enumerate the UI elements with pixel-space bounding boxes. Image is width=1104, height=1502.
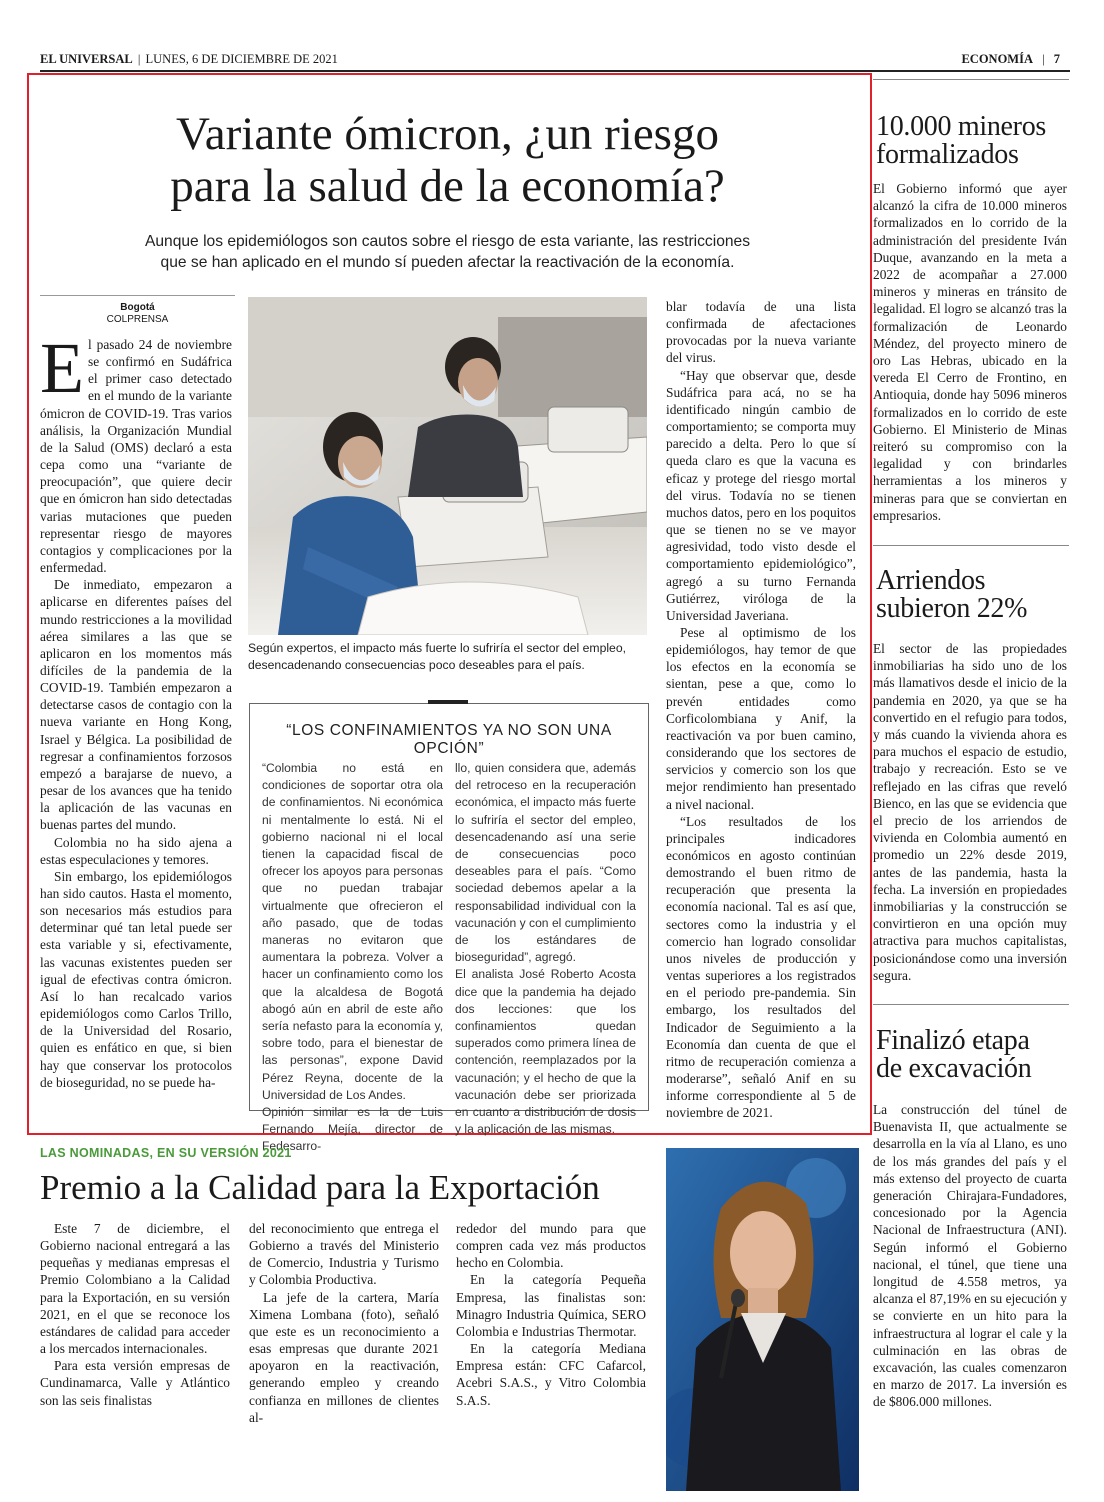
- dateline-rule: [40, 295, 235, 296]
- headline-line-2: para la salud de la economía?: [170, 160, 725, 212]
- sidebar-3-title-line-1: Finalizó etapa: [876, 1025, 1030, 1056]
- bottom-col1-paragraph-1: Este 7 de diciembre, el Gobierno nacional entregará a las pequeñas y medianas empresas el Premio Colombiano a la Calidad para la Exportación, en su versión 2021, en el que se reconoce los estándares de calidad para acceder a los mercados internacionales.: [40, 1221, 230, 1357]
- bottom-column-2: [249, 1220, 439, 1426]
- sidebar-2-title-line-2: subieron 22%: [876, 593, 1028, 624]
- main-headline: [40, 108, 855, 212]
- sidebar-1-title-line-1: 10.000 mineros: [876, 111, 1047, 142]
- box-top-bar: [428, 700, 468, 704]
- col3-paragraph-1: blar todavía de una lista confirmada de afectaciones provocadas por la nueva variante del virus.: [666, 299, 856, 366]
- newspaper-name: EL UNIVERSAL: [40, 52, 133, 66]
- bottom-kicker: LAS NOMINADAS, EN SU VERSIÓN 2021: [40, 1146, 292, 1160]
- photo-caption: [248, 640, 648, 673]
- bottom-col1-paragraph-2: Para esta versión empresas de Cundinamarca, Valle y Atlántico son las seis finalistas: [40, 1358, 230, 1408]
- sidebar-2-title: [876, 567, 1071, 623]
- box-col-a-text: “Colombia no está en condiciones de soportar otra ola de confinamientos. Ni económica ni mentalmente lo está. Ni el gobierno nacional ni el local tienen la capacidad fiscal de ofrecer los apoyos para personas que no puedan trabajar virtualmente que ofrecieron el año pasado, que de todas maneras no evitaron que aumentara la pobreza. Volver a hacer un confinamiento como los que la alcaldesa de Bogotá abogó aún en abril de este año sería nefasto para la economía y, sobre todo, para el bienestar de las personas”, expone David Pérez Reyna, docente de la Universidad de Los Andes.: [262, 761, 443, 1102]
- paragraph-1-text: l pasado 24 de noviembre se confirmó en Sudáfrica el primer caso detectado en el mundo de la variante ómicron de COVID-19. Tras varios análisis, la Organización Mundial de la Salud (OMS) declaró a esta cepa como una “variante de preocupación”, que quiere decir que en ómicron han sido detectadas varias mutaciones que pueden representar riesgo de mayores contagios y complicaciones por la enfermedad.: [40, 337, 232, 576]
- dateline-agency: COLPRENSA: [106, 314, 169, 325]
- sidebar-3-title-line-2: de excavación: [876, 1053, 1032, 1084]
- sidebar-1-title-line-2: formalizados: [876, 139, 1019, 170]
- sidebar-2-text: El sector de las propiedades inmobiliarias ha sido uno de los más llamativos desde el inicio de la pandemia en 2020, ya que se ha convertido en el refugio para todos, y más cuando la vivienda ahora es para muchos el espacio de estudio, trabajo y recreación. Esto se ve reflejado en las cifras que reveló Bienco, en las que se evidencia que el precio de los arriendos de vivienda en Colombia aumentó en promedio un 22% desde 2019, antes de las pandemia, hasta la fecha. La inversión en propiedades inmobiliarias y la construcción se convirtieron en una opción muy atractiva para muchos capitalistas, posicionándose como una inversión segura.: [873, 641, 1067, 983]
- bottom-col3-paragraph-3: En la categoría Mediana Empresa están: CFC Cafarcol, Acebri S.A.S., y Vitro Colombia S.A.S.: [456, 1341, 646, 1408]
- dropcap: E: [40, 328, 84, 408]
- sidebar-1-text: El Gobierno informó que ayer alcanzó la cifra de 10.000 mineros formalizados en lo corrido de la administración del presidente Iván Duque, avanzando en la meta a 2022 de acompañar a 27.000 mineros y mineras en tránsito de legalidad. El logro se alcanzó tras la formalización de Leonardo Méndez, del proyecto minero de oro Las Hebras, ubicado en la vereda El Cerro de Frontino, en Antioquia, donde hay 5096 mineros formalizados en lo corrido de este Gobierno. El Ministerio de Minas reiteró su compromiso con la legalidad y con brindarles herramientas a los mineros y mineras para que se conviertan en empresarios.: [873, 181, 1067, 523]
- bottom-column-3: [456, 1220, 646, 1409]
- section-name: ECONOMÍA: [961, 52, 1033, 66]
- box-column-a: [262, 760, 443, 1156]
- section-label-group: [961, 52, 1060, 67]
- sidebar-rule-3: [873, 1004, 1069, 1005]
- col3-paragraph-2: “Hay que observar que, desde Sudáfrica para acá, no se ha identificado ningún cambio de comportamiento; se comporta muy parecido a delta. Pero lo que sí queda claro es que la vacuna es eficaz y protege del riesgo mortal del virus. Todavía no se tienen muchos datos, pero en los poquitos que se tienen no se ve mayor agresividad, todo visto desde el comportamiento epidemiológico”, agregó a su turno Fernanda Gutiérrez, viróloga de la Universidad Javeriana.: [666, 367, 856, 623]
- sidebar-3-text: La construcción del túnel de Buenavista II, que actualmente se desarrolla en la vía al Llano, es uno de los más grandes del país y el más extenso del proyecto de cuarta generación Chirajara-Fundadores, concesionado por la Agencia Nacional de Infraestructura (ANI). Según informó el Gobierno nacional, el túnel, que tiene una longitud de 4.558 metros, ya alcanza el 87,19% en su ejecución y se convierte en un hito para la infraestructura al lograr el cale y la culminación en las obras de excavación, las cuales comenzaron en marzo de 2017. La inversión es de $806.000 millones.: [873, 1102, 1067, 1410]
- paragraph-3: Colombia no ha sido ajena a estas especulaciones y temores.: [40, 834, 232, 867]
- header-separator: |: [137, 52, 141, 66]
- box-col-b-text: llo, quien considera que, además del retroceso en la recuperación económica, el impacto más fuerte lo sufriría el sector del empleo, desencadenando así una serie de consecuencias poco deseables para el país. “Como sociedad debemos apelar a la responsabilidad individual con la vacunación y con el cumplimiento de los estándares de bioseguridad”, agregó.: [455, 761, 636, 965]
- paragraph-4: Sin embargo, los epidemiólogos han sido cautos. Hasta el momento, son necesarios más estudios para determinar qué tan letal puede ser esta variable y si, efectivamente, las vacunas existentes pueden ser igual de efectivas contra ómicron. Así lo han recalcado varios epidemiólogos como Carlos Trillo, de la Universidad del Rosario, quien es enfático en que, si bien hay que conservar los protocolos de bioseguridad, no se puede ha-: [40, 868, 232, 1090]
- confinement-box: [249, 703, 649, 1154]
- page-header: [40, 52, 1070, 72]
- article-column-3: [666, 298, 856, 1122]
- paragraph-1: [40, 328, 232, 576]
- photo-caption-line-2: desencadenando consecuencias poco deseables para el país.: [248, 657, 585, 672]
- page-number: 7: [1053, 52, 1060, 66]
- box-column-b: [455, 760, 636, 1138]
- article-photo: [248, 297, 647, 635]
- box-col-a-text-2: Opinión similar es la de Luis Fernando Mejía, director de Fedesarro-: [262, 1105, 443, 1154]
- box-col-b-text-2: El analista José Roberto Acosta dice que la pandemia ha dejado dos lecciones: que los confinamientos quedan superados como primera línea de contención, reemplazados por la vacunación; y el hecho de que la vacunación debe ser priorizada en cuanto a distribución de dosis y la aplicación de las mismas.: [455, 967, 636, 1137]
- sidebar-1-title: [876, 113, 1071, 169]
- sidebar-3-title: [876, 1027, 1071, 1083]
- header-separator-2: |: [1042, 52, 1045, 66]
- minister-photo: [666, 1148, 859, 1491]
- main-subtitle: [40, 231, 855, 273]
- subtitle-line-2: que se han aplicado en el mundo sí pueden afectar la reactivación de la economía.: [160, 254, 735, 271]
- header-date: LUNES, 6 DE DICIEMBRE DE 2021: [145, 52, 338, 66]
- bottom-col3-paragraph-1: rededor del mundo para que compren cada vez más productos hecho en Colombia.: [456, 1221, 646, 1271]
- dateline: [40, 302, 235, 326]
- subtitle-line-1: Aunque los epidemiólogos son cautos sobre el riesgo de esta variante, las restricciones: [144, 233, 751, 250]
- bottom-column-1: [40, 1220, 230, 1409]
- bottom-col2-paragraph-1: del reconocimiento que entrega el Gobierno a través del Ministerio de Comercio, Industria y Turismo y Colombia Productiva.: [249, 1221, 439, 1288]
- box-title: “LOS CONFINAMIENTOS YA NO SON UNA OPCIÓN”: [286, 722, 612, 757]
- article-column-1: [40, 328, 232, 1091]
- sidebar-top-rule: [873, 79, 1069, 80]
- headline-line-1: Variante ómicron, ¿un riesgo: [176, 108, 719, 160]
- minister-portrait-image: [666, 1148, 859, 1491]
- sidebar-2-title-line-1: Arriendos: [876, 565, 986, 596]
- bottom-headline: Premio a la Calidad para la Exportación: [40, 1168, 600, 1207]
- bottom-col2-paragraph-2: La jefe de la cartera, María Ximena Lombana (foto), señaló que este es un reconocimiento a esas empresas que durante 2021 apoyaron en la reactivación, generando empleo y creando confianza en millones de clientes al-: [249, 1289, 439, 1425]
- col3-paragraph-3: Pese al optimismo de los epidemiólogos, hay temor de que los efectos en la economía se sientan, pese a que, como lo prevén entidades como Corficolombiana y Anif, la reactivación va por buen camino, considerando que los sectores de servicios y comercio son los que mejor rendimiento han presentado a nivel nacional.: [666, 624, 856, 812]
- paragraph-2: De inmediato, empezaron a aplicarse en diferentes países del mundo restricciones a la movilidad aérea similares a las que se aplicaron en los momentos más difíciles de la pandemia de la COVID-19. También empezaron a detectarse casos de contagio con la nueva variante en Hong Kong, Israel y Bélgica. La posibilidad de regresar a confinamientos forzosos empezó a barajarse de nuevo, a pesar de los avances que ha tenido la aplicación de las vacunas en buenas partes del mundo.: [40, 577, 232, 833]
- sidebar-rule-2: [873, 545, 1069, 546]
- workers-sewing-photo: [248, 297, 647, 635]
- photo-caption-line-1: Según expertos, el impacto más fuerte lo sufriría el sector del empleo,: [248, 641, 626, 655]
- bottom-col3-paragraph-2: En la categoría Pequeña Empresa, las finalistas son: Minagro Industria Química, SERO Colombia e Industrias Thermotar.: [456, 1272, 646, 1339]
- dateline-city: Bogotá: [120, 302, 155, 313]
- col3-paragraph-4: “Los resultados de los principales indicadores económicos en agosto continúan demostrando el buen ritmo de recuperación que presenta la economía nacional. Tal es así que, sectores como la industria y el comercio han logrado consolidar unos niveles de producción y ventas superiores a los registrados en el periodo pre-pandemia. Sin embargo, los resultados del Indicador de Seguimiento a la Economía dan cuenta de que el ritmo de recuperación comienza a moderarse”, señaló Anif en su informe correspondiente al 5 de noviembre de 2021.: [666, 813, 856, 1121]
